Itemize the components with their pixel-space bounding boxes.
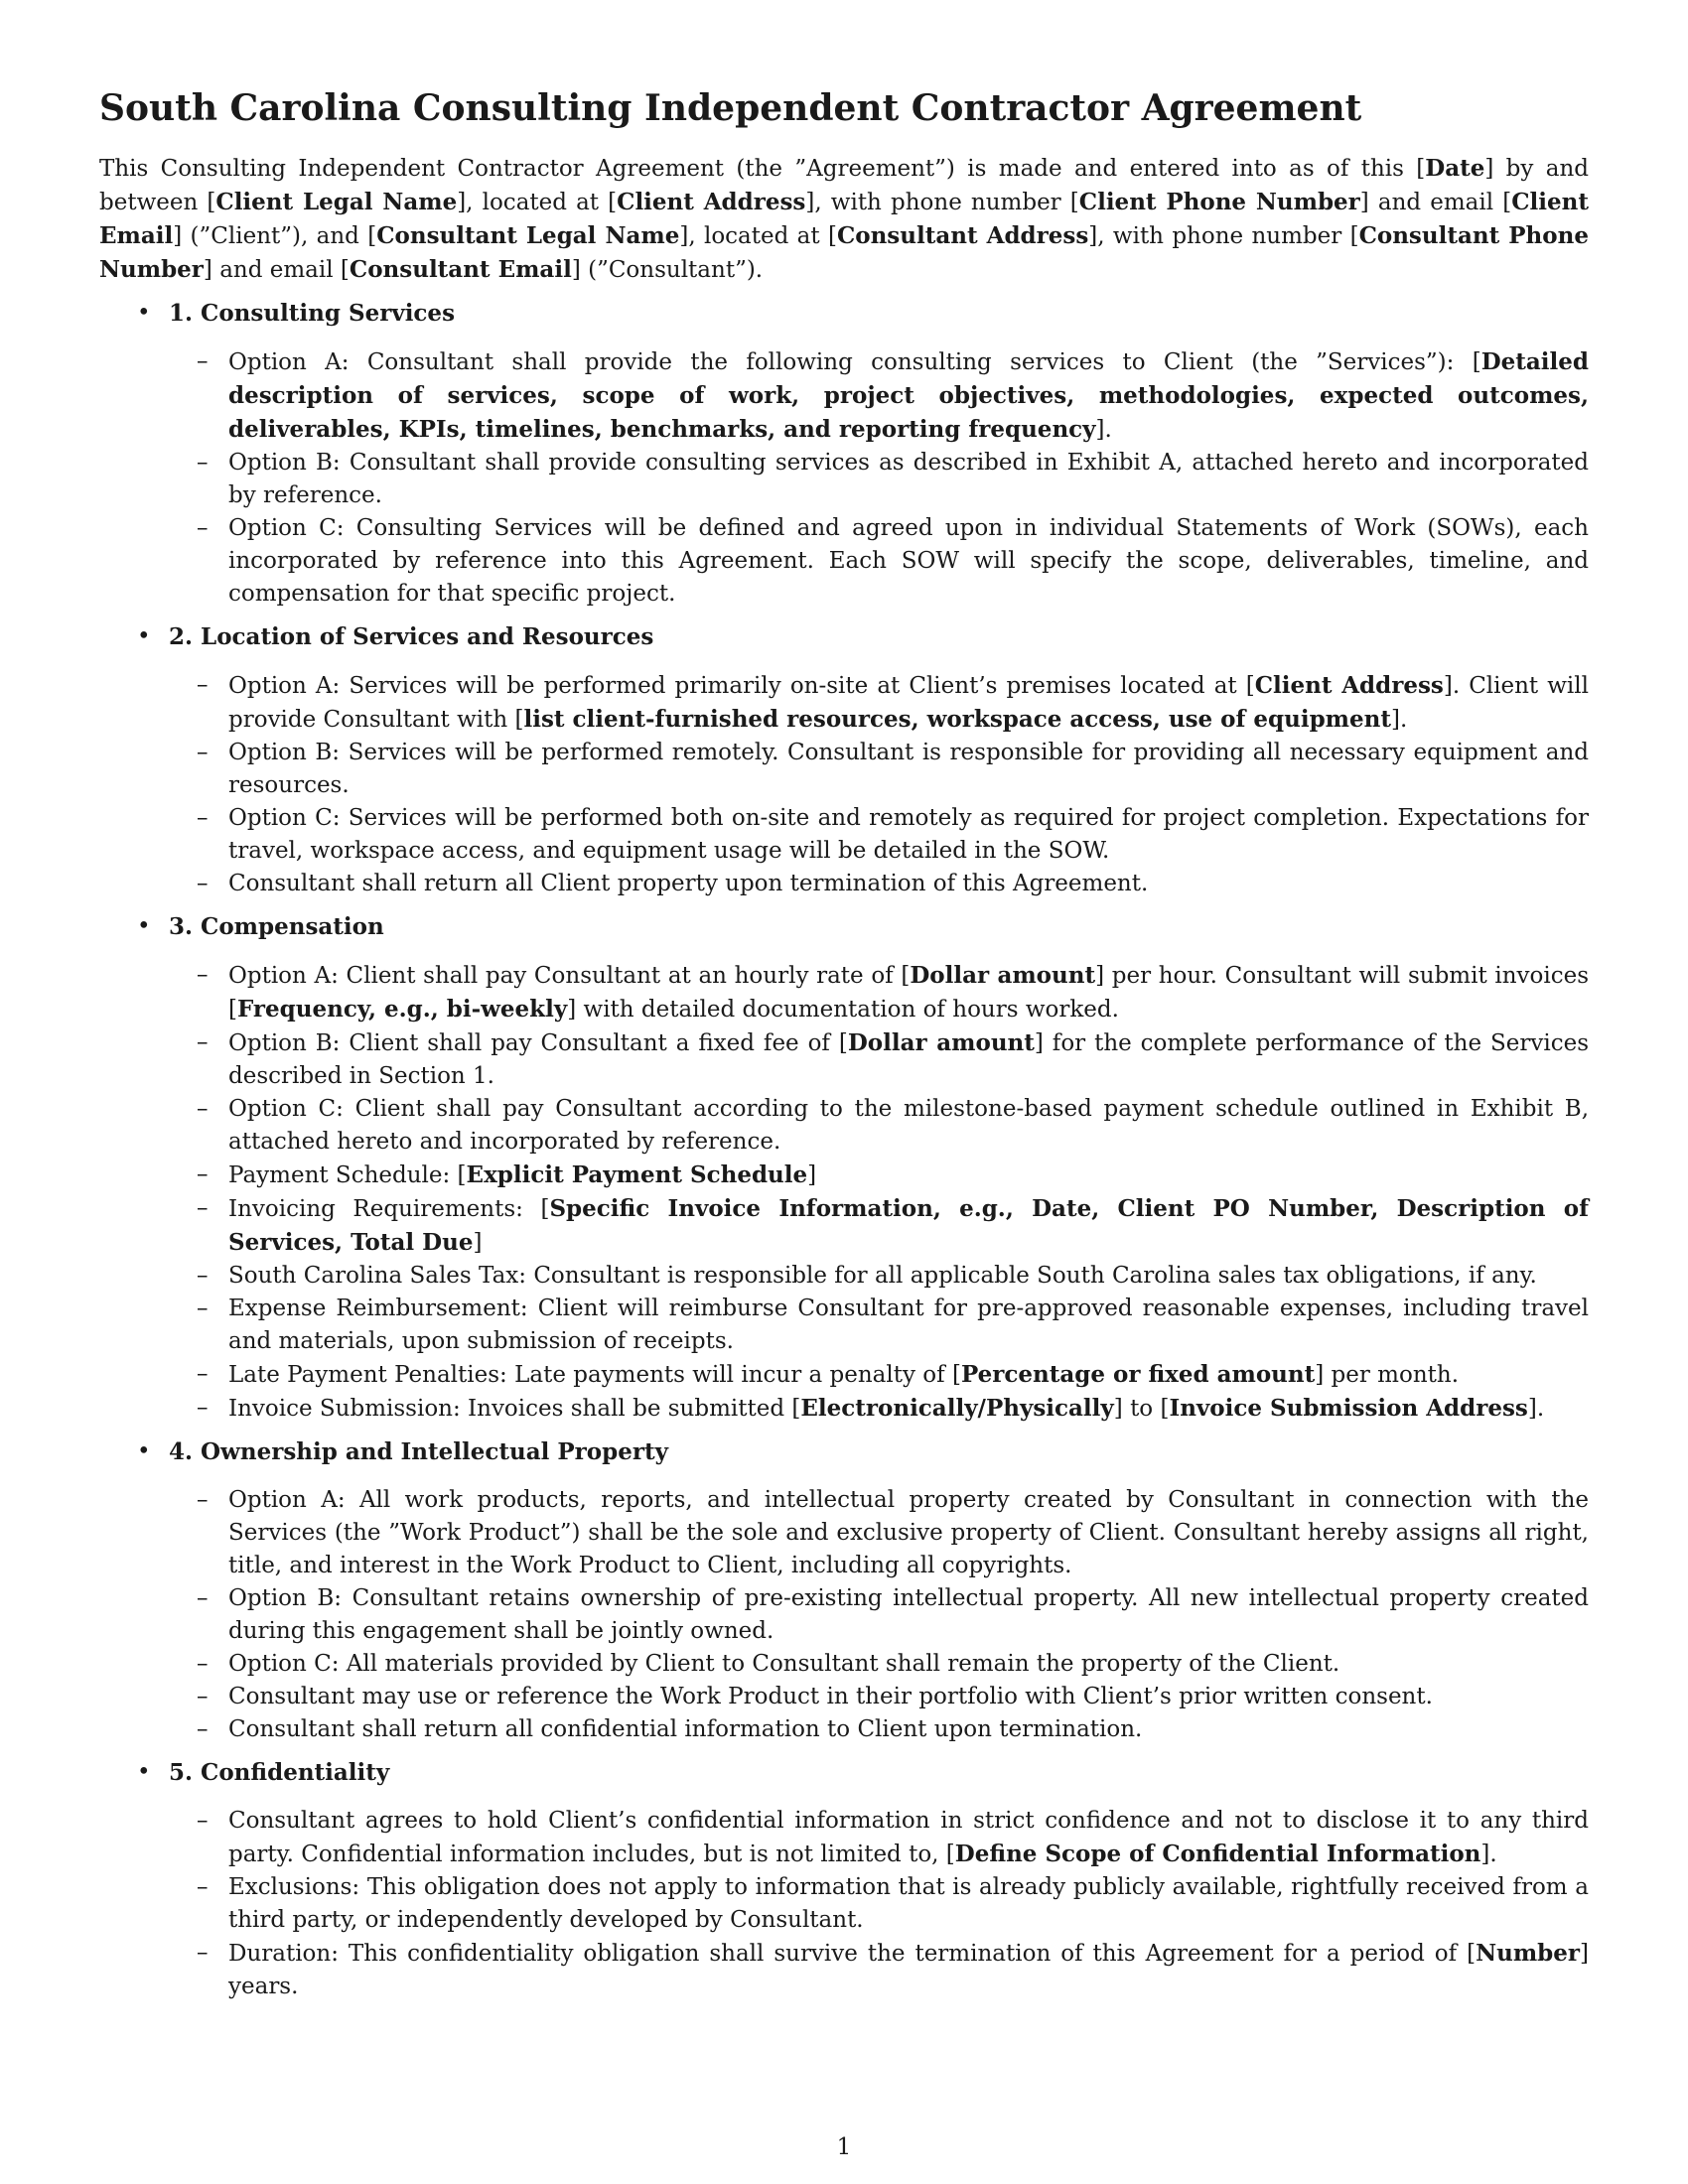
list-item xyxy=(169,737,1589,802)
list-item xyxy=(169,959,1589,1026)
dash-icon: – xyxy=(197,1161,209,1188)
item-text: Consultant shall return all Client property upon termination of this Agreement. xyxy=(228,871,1149,897)
item-text: Late Payment Penalties: Late payments will incur a penalty of [ xyxy=(228,1362,961,1389)
dash-icon: – xyxy=(197,805,209,832)
placeholder-submission-address: Invoice Submission Address xyxy=(1169,1395,1528,1423)
placeholder-fixed-fee: Dollar amount xyxy=(847,1029,1035,1057)
item-text: ] xyxy=(473,1230,483,1257)
item-text: Exclusions: This obligation does not apply to information that is already publicly available, rightfully received from a third party, or independently developed by Consultant. xyxy=(228,1874,1589,1934)
list-item xyxy=(169,1937,1589,2003)
item-text: Invoicing Requirements: [ xyxy=(228,1196,550,1223)
item-text: ] years. xyxy=(228,1941,1589,2000)
section-consulting-services xyxy=(99,297,1589,611)
section-items xyxy=(169,959,1589,1426)
dash-icon: – xyxy=(197,348,209,375)
dash-icon: – xyxy=(197,1874,209,1901)
placeholder-invoice-information: Specific Invoice Information, e.g., Date, Client PO Number, Description of Services, Total Due xyxy=(228,1195,1589,1257)
dash-icon: – xyxy=(197,1651,209,1678)
list-item xyxy=(169,447,1589,512)
list-item xyxy=(169,1192,1589,1260)
list-item xyxy=(169,1159,1589,1192)
placeholder-services-description: Detailed description of services, scope of work, project objectives, methodologies, expected outcomes, deliverables, KPIs, timelines, benchmarks, and reporting frequency xyxy=(228,348,1589,444)
bullet-icon: • xyxy=(137,1759,151,1786)
placeholder-invoice-frequency: Frequency, e.g., bi-weekly xyxy=(236,996,568,1024)
dash-icon: – xyxy=(197,1684,209,1710)
section-confidentiality xyxy=(99,1756,1589,2003)
dash-icon: – xyxy=(197,515,209,542)
list-item xyxy=(169,1582,1589,1648)
section-items xyxy=(169,1805,1589,2003)
item-text: Option B: Consultant shall provide consulting services as described in Exhibit A, attached hereto and incorporated by reference. xyxy=(228,450,1589,509)
section-ownership xyxy=(99,1435,1589,1746)
intro-text: ] by and between [ xyxy=(99,156,1589,216)
section-items xyxy=(169,345,1589,611)
list-item xyxy=(169,802,1589,868)
item-text: ] per month. xyxy=(1315,1362,1460,1389)
bullet-icon: • xyxy=(137,623,151,650)
list-item xyxy=(169,1293,1589,1358)
item-text: ]. xyxy=(1390,707,1408,734)
placeholder-years: Number xyxy=(1476,1940,1581,1968)
section-title: 3. Compensation xyxy=(169,913,384,941)
item-text: Option B: Consultant retains ownership of pre-existing intellectual property. All new intellectual property created during this engagement shall be jointly owned. xyxy=(228,1585,1589,1645)
placeholder-confidential-scope: Define Scope of Confidential Information xyxy=(954,1841,1481,1868)
item-text: Option C: All materials provided by Client to Consultant shall remain the property of the Client. xyxy=(228,1651,1340,1678)
item-text: Expense Reimbursement: Client will reimburse Consultant for pre-approved reasonable expenses, including travel and materials, upon submission of receipts. xyxy=(228,1296,1589,1355)
item-text: Invoice Submission: Invoices shall be submitted [ xyxy=(228,1396,801,1423)
section-compensation xyxy=(99,910,1589,1426)
intro-text: ], with phone number [ xyxy=(1088,223,1359,250)
dash-icon: – xyxy=(197,871,209,897)
dash-icon: – xyxy=(197,1296,209,1322)
list-item xyxy=(169,1484,1589,1582)
dash-icon: – xyxy=(197,1487,209,1514)
bullet-icon: • xyxy=(137,300,151,327)
item-text: ] to [ xyxy=(1113,1396,1170,1423)
section-items xyxy=(169,669,1589,900)
item-text: Option B: Services will be performed remotely. Consultant is responsible for providing all necessary equipment and resources. xyxy=(228,740,1589,799)
placeholder-late-penalty: Percentage or fixed amount xyxy=(960,1361,1316,1389)
item-text: ]. xyxy=(1095,417,1112,444)
item-text: Consultant may use or reference the Work Product in their portfolio with Client’s prior written consent. xyxy=(228,1684,1433,1710)
section-title: 5. Confidentiality xyxy=(169,1759,390,1787)
dash-icon: – xyxy=(197,1808,209,1835)
list-item xyxy=(169,1026,1589,1093)
dash-icon: – xyxy=(197,1716,209,1743)
item-text: Option C: Services will be performed both on-site and remotely as required for project completion. Expectations for travel, workspace access, and equipment usage will be detailed in the SOW. xyxy=(228,805,1589,865)
intro-paragraph xyxy=(99,152,1589,287)
placeholder-consultant-address: Consultant Address xyxy=(836,222,1089,250)
item-text: ]. xyxy=(1480,1842,1497,1868)
list-item xyxy=(169,1260,1589,1293)
item-text: Option A: Services will be performed primarily on-site at Client’s premises located at [ xyxy=(228,673,1255,700)
document-title: South Carolina Consulting Independent Contractor Agreement xyxy=(99,87,1362,129)
intro-text: ], with phone number [ xyxy=(805,190,1079,216)
placeholder-client-legal-name: Client Legal Name xyxy=(215,189,458,216)
placeholder-consultant-legal-name: Consultant Legal Name xyxy=(376,222,680,250)
item-text: Consultant agrees to hold Client’s confidential information in strict confidence and not to disclose it to any third party. Confidential information includes, but is not limited to, [ xyxy=(228,1808,1589,1868)
list-item xyxy=(169,1681,1589,1713)
placeholder-payment-schedule: Explicit Payment Schedule xyxy=(466,1161,808,1189)
dash-icon: – xyxy=(197,1940,209,1967)
dash-icon: – xyxy=(197,1029,209,1056)
item-text: ] per hour. Consultant will submit invoices [ xyxy=(228,963,1590,1024)
list-item xyxy=(169,1648,1589,1681)
placeholder-consultant-phone: Consultant Phone Number xyxy=(99,222,1589,284)
intro-text: ] (”Client”), and [ xyxy=(173,223,377,250)
placeholder-hourly-rate: Dollar amount xyxy=(910,962,1096,990)
bullet-icon: • xyxy=(137,913,151,940)
placeholder-date: Date xyxy=(1425,155,1485,183)
item-text: ] xyxy=(807,1162,817,1189)
item-text: Option C: Client shall pay Consultant according to the milestone-based payment schedule outlined in Exhibit B, attached hereto and incorporated by reference. xyxy=(228,1096,1589,1156)
dash-icon: – xyxy=(197,1361,209,1388)
item-text: Option B: Client shall pay Consultant a fixed fee of [ xyxy=(228,1030,848,1057)
section-title: 1. Consulting Services xyxy=(169,300,456,328)
dash-icon: – xyxy=(197,1263,209,1290)
item-text: Consultant shall return all confidential information to Client upon termination. xyxy=(228,1716,1143,1743)
list-item xyxy=(169,1358,1589,1392)
item-text: ]. Client will provide Consultant with [ xyxy=(228,673,1589,734)
section-location xyxy=(99,620,1589,900)
dash-icon: – xyxy=(197,1096,209,1123)
list-item xyxy=(169,669,1589,737)
item-text: ] for the complete performance of the Services described in Section 1. xyxy=(228,1030,1589,1090)
placeholder-client-phone: Client Phone Number xyxy=(1078,189,1360,216)
section-list xyxy=(99,297,1589,2003)
list-item xyxy=(169,1805,1589,1871)
item-text: Option A: Client shall pay Consultant at an hourly rate of [ xyxy=(228,963,911,990)
placeholder-submission-method: Electronically/Physically xyxy=(800,1395,1114,1423)
intro-text: ] and email [ xyxy=(203,257,350,284)
intro-text: ], located at [ xyxy=(679,223,837,250)
section-items xyxy=(169,1484,1589,1746)
intro-text: ] and email [ xyxy=(1359,190,1512,216)
dash-icon: – xyxy=(197,450,209,477)
placeholder-consultant-email: Consultant Email xyxy=(349,256,572,284)
dash-icon: – xyxy=(197,672,209,699)
list-item xyxy=(169,1392,1589,1426)
section-title: 2. Location of Services and Resources xyxy=(169,623,654,651)
list-item xyxy=(169,1871,1589,1937)
dash-icon: – xyxy=(197,1195,209,1222)
intro-text: This Consulting Independent Contractor Agreement (the ”Agreement”) is made and entered into as of this [ xyxy=(99,156,1426,183)
dash-icon: – xyxy=(197,740,209,766)
dash-icon: – xyxy=(197,962,209,989)
dash-icon: – xyxy=(197,1585,209,1612)
item-text: ] with detailed documentation of hours worked. xyxy=(567,997,1119,1024)
placeholder-client-address: Client Address xyxy=(1254,672,1444,700)
list-item xyxy=(169,345,1589,447)
intro-text: ], located at [ xyxy=(457,190,618,216)
item-text: Payment Schedule: [ xyxy=(228,1162,467,1189)
placeholder-client-resources: list client-furnished resources, workspace access, use of equipment xyxy=(523,706,1391,734)
item-text: Option A: All work products, reports, and intellectual property created by Consultant in connection with the Services (the ”Work Product”) shall be the sole and exclusive property of Client. Consultant hereby assigns all right, title, and interest in the Work Product to Client, including all copyrights. xyxy=(228,1487,1589,1579)
section-title: 4. Ownership and Intellectual Property xyxy=(169,1438,668,1466)
document-page xyxy=(99,87,1589,2011)
dash-icon: – xyxy=(197,1395,209,1422)
item-text: Duration: This confidentiality obligation shall survive the termination of this Agreement for a period of [ xyxy=(228,1941,1477,1968)
list-item xyxy=(169,1093,1589,1159)
item-text: Option C: Consulting Services will be defined and agreed upon in individual Statements of Work (SOWs), each incorporated by reference into this Agreement. Each SOW will specify the scope, deliverables, timeline, and compensation for that specific project. xyxy=(228,515,1589,608)
placeholder-client-email: Client Email xyxy=(99,189,1589,250)
item-text: South Carolina Sales Tax: Consultant is responsible for all applicable South Carolina sales tax obligations, if any. xyxy=(228,1263,1537,1290)
page-number: 1 xyxy=(836,2134,852,2160)
list-item xyxy=(169,512,1589,611)
list-item xyxy=(169,868,1589,900)
intro-text: ] (”Consultant”). xyxy=(571,257,764,284)
item-text: Option A: Consultant shall provide the following consulting services to Client (the ”Services”): [ xyxy=(228,349,1481,376)
item-text: ]. xyxy=(1527,1396,1545,1423)
placeholder-client-address: Client Address xyxy=(617,189,806,216)
list-item xyxy=(169,1713,1589,1746)
bullet-icon: • xyxy=(137,1438,151,1465)
